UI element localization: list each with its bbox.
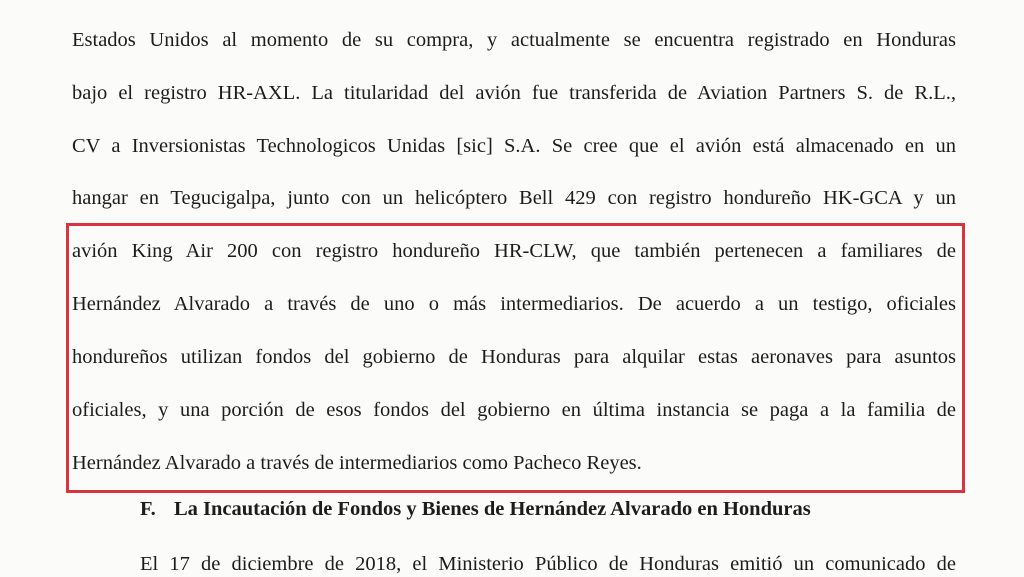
- text-line-3: CV a Inversionistas Technologicos Unidas [sic] S.A. Se cree que el avión está almacenado en un: [72, 135, 956, 157]
- text-line-4: hangar en Tegucigalpa, junto con un helicóptero Bell 429 con registro hondureño HK-GCA y un: [72, 187, 956, 209]
- text-line-1: Estados Unidos al momento de su compra, y actualmente se encuentra registrado en Honduras: [72, 29, 956, 51]
- highlighted-line-4: oficiales, y una porción de esos fondos del gobierno en última instancia se paga a la familia de: [72, 399, 956, 421]
- highlighted-line-2: Hernández Alvarado a través de uno o más intermediarios. De acuerdo a un testigo, oficiales: [72, 293, 956, 315]
- highlighted-line-5: Hernández Alvarado a través de intermediarios como Pacheco Reyes.: [72, 452, 642, 474]
- section-title: La Incautación de Fondos y Bienes de Hernández Alvarado en Honduras: [174, 498, 811, 520]
- highlighted-line-3: hondureños utilizan fondos del gobierno de Honduras para alquilar estas aeronaves para asuntos: [72, 346, 956, 368]
- text-line-2: bajo el registro HR-AXL. La titularidad del avión fue transferida de Aviation Partners S. de R.L.,: [72, 82, 956, 104]
- next-paragraph-line: El 17 de diciembre de 2018, el Ministerio Público de Honduras emitió un comunicado de: [140, 553, 956, 575]
- section-letter: F.: [140, 498, 156, 520]
- highlighted-line-1: avión King Air 200 con registro hondureño HR-CLW, que también pertenecen a familiares de: [72, 240, 956, 262]
- section-heading: [140, 496, 811, 522]
